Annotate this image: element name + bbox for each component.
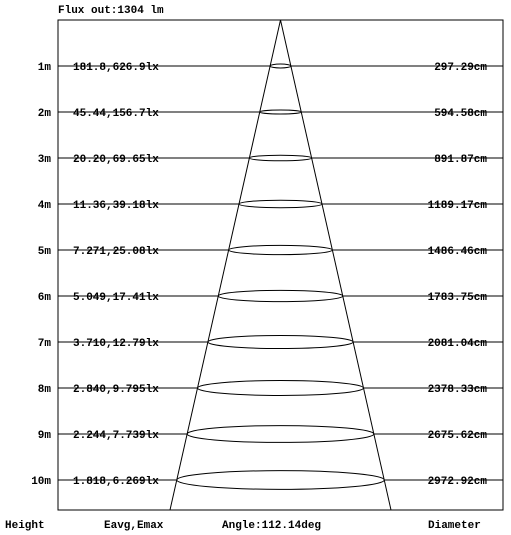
illuminance-label: 1.818,6.269lx bbox=[73, 476, 159, 488]
beam-ellipse bbox=[229, 245, 333, 254]
beam-ellipse bbox=[198, 381, 364, 396]
beam-ellipse bbox=[177, 471, 384, 490]
height-label: 5m bbox=[37, 246, 51, 258]
height-label: 9m bbox=[37, 430, 51, 442]
illuminance-label: 7.271,25.08lx bbox=[73, 246, 159, 258]
diameter-label: 2675.62cm bbox=[427, 430, 487, 442]
flux-out-label: Flux out:1304 lm bbox=[58, 5, 164, 17]
height-label: 4m bbox=[37, 200, 51, 212]
height-label: 3m bbox=[37, 154, 51, 166]
diameter-column-label: Diameter bbox=[428, 520, 481, 532]
diameter-label: 2081.04cm bbox=[427, 338, 487, 350]
eavg-emax-column-label: Eavg,Emax bbox=[104, 520, 164, 532]
height-label: 6m bbox=[37, 292, 51, 304]
beam-ellipse bbox=[249, 155, 311, 161]
illuminance-label: 20.20,69.65lx bbox=[73, 154, 159, 166]
beam-ellipse bbox=[260, 110, 301, 114]
height-label: 2m bbox=[37, 108, 51, 120]
height-label: 8m bbox=[37, 384, 51, 396]
illuminance-label: 181.8,626.9lx bbox=[73, 62, 159, 74]
illuminance-label: 11.36,39.18lx bbox=[73, 200, 159, 212]
diameter-label: 2378.33cm bbox=[427, 384, 487, 396]
diameter-label: 2972.92cm bbox=[427, 476, 487, 488]
beam-ellipse bbox=[218, 290, 342, 301]
illuminance-label: 2.840,9.795lx bbox=[73, 384, 159, 396]
height-column-label: Height bbox=[5, 520, 45, 532]
height-label: 1m bbox=[37, 62, 51, 74]
height-label: 10m bbox=[31, 476, 51, 488]
diameter-label: 594.58cm bbox=[434, 108, 487, 120]
diameter-label: 891.87cm bbox=[434, 154, 487, 166]
diameter-label: 1189.17cm bbox=[427, 200, 487, 212]
height-label: 7m bbox=[37, 338, 51, 350]
rows-layer bbox=[31, 62, 503, 489]
beam-ellipse bbox=[208, 335, 353, 348]
diameter-label: 297.29cm bbox=[434, 62, 487, 74]
illuminance-label: 45.44,156.7lx bbox=[73, 108, 159, 120]
diameter-label: 1783.75cm bbox=[427, 292, 487, 304]
diameter-label: 1486.46cm bbox=[427, 246, 487, 258]
illuminance-label: 5.049,17.41lx bbox=[73, 292, 159, 304]
beam-ellipse bbox=[270, 64, 291, 68]
illuminance-label: 3.710,12.79lx bbox=[73, 338, 159, 350]
beam-ellipse bbox=[187, 426, 374, 443]
illuminance-label: 2.244,7.739lx bbox=[73, 430, 159, 442]
beam-ellipse bbox=[239, 200, 322, 207]
beam-angle-label: Angle:112.14deg bbox=[222, 520, 322, 532]
